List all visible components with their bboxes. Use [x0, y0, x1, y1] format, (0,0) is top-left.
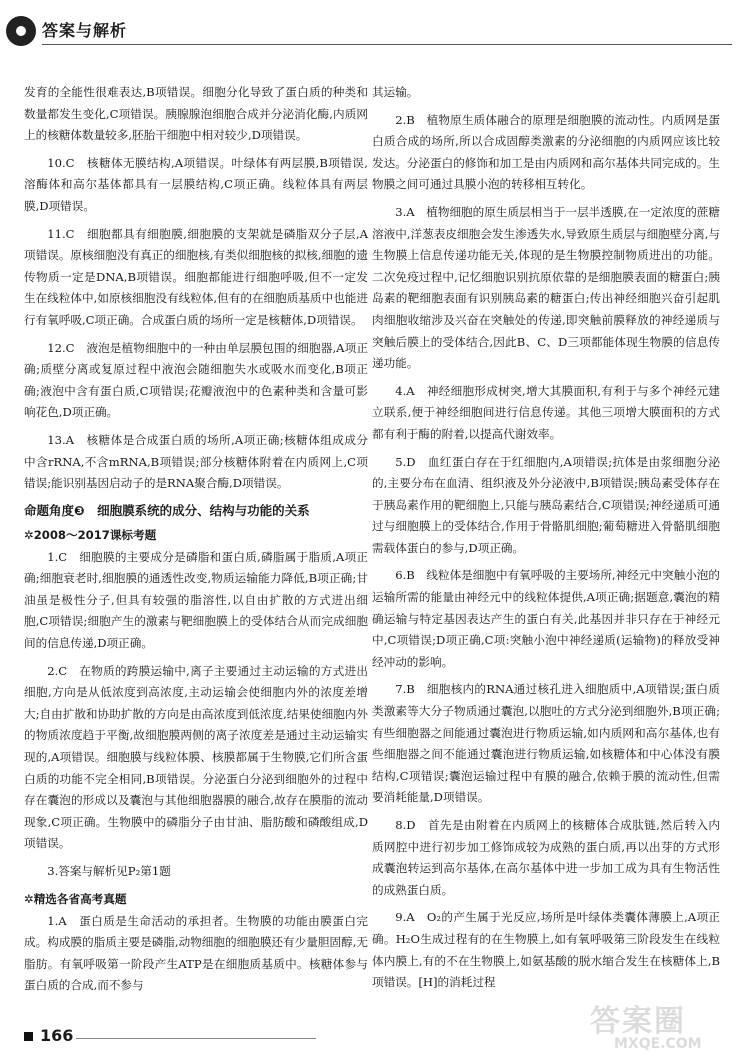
watermark-line1: 答案圈: [590, 1004, 686, 1039]
answer-paragraph: 1.A 蛋白质是生命活动的承担者。生物膜的功能由膜蛋白完成。构成膜的脂质主要是磷脂,动物细胞的细胞膜还有少量胆固醇,无脂肪。有氧呼吸第一阶段产生ATP是在细胞质基质中。核糖体参与蛋白质的合成,而不参与: [24, 913, 368, 993]
footer-square-icon: [24, 1032, 33, 1041]
page-number: 166: [40, 1026, 74, 1045]
answer-paragraph: 5.D 血红蛋白存在于红细胞内,A项错误;抗体是由浆细胞分泌的,主要分布在血清、组织液及外分泌液中,B项错误;胰岛素受体存在于胰岛素作用的靶细胞上,只能与胰岛素结合,C项错误;神经递质可通过与细胞膜上的受体结合,作用于骨骼肌细胞;葡萄糖进入骨骼肌细胞需载体蛋白的参与,D项正确。: [372, 454, 720, 555]
answer-paragraph: 12.C 液泡是植物细胞中的一种由单层膜包围的细胞器,A项正确;质壁分离或复原过程中液泡会随细胞失水或吸水而变化,B项正确;液泡中含有蛋白质,C项错误;花瓣液泡中的色素种类和含量可影响花色,D项正确。: [24, 340, 368, 420]
watermark-line2: MXQE.COM: [614, 1036, 702, 1052]
header-title: 答案与解析: [42, 21, 128, 40]
book-logo-icon: [6, 16, 36, 46]
answer-paragraph: 9.A O₂的产生属于光反应,场所是叶绿体类囊体薄膜上,A项正确。H₂O生成过程有的在生物膜上,如有氧呼吸第三阶段发生在线粒体内膜上,有的不在生物膜上,如氨基酸的脱水缩合发生在核糖体上,B项错误。[H]的消耗过程: [372, 910, 720, 990]
answer-paragraph: 11.C 细胞都具有细胞膜,细胞膜的支架就是磷脂双分子层,A项错误。原核细胞没有真正的细胞核,有类似细胞核的拟核,细胞的遗传物质一定是DNA,B项错误。细胞都能进行细胞呼吸,但不一定发生在线粒体中,如原核细胞没有线粒体,但有的在细胞质基质中也能进行有氧呼吸,C项正确。合成蛋白质的场所一定是核糖体,D项错误。: [24, 226, 368, 327]
answer-paragraph: 6.B 线粒体是细胞中有氧呼吸的主要场所,神经元中突触小泡的运输所需的能量由神经元中的线粒体提供,A项正确;据题意,囊泡的精确运输与特定基因表达产生的蛋白有关,此基因并非只存在于神经元中,C项错误;D项正确,C项:突触小泡中神经递质(运输物)的释放受神经冲动的影响。: [372, 568, 720, 669]
answer-paragraph: 其运输。: [372, 85, 419, 99]
watermark-logo: [590, 996, 740, 1056]
answer-paragraph: 13.A 核糖体是合成蛋白质的场所,A项正确;核糖体组成成分中含rRNA,不含mRNA,B项错误;部分核糖体附着在内质网上,C项错误;能识别基因启动子的是RNA聚合酶,D项错误。: [24, 432, 368, 491]
subsection-heading: ✲精选各省高考真题: [24, 891, 127, 906]
right-column: [372, 82, 720, 1000]
subsection-heading: ✲2008～2017课标考题: [24, 527, 157, 542]
answer-paragraph: 2.B 植物原生质体融合的原理是细胞膜的流动性。内质网是蛋白质合成的场所,所以合成固醇类激素的分泌细胞的内质网应该比较发达。分泌蛋白的修饰和加工是由内质网和高尔基体共同完成的。生物膜之间可通过具膜小泡的转移相互转化。: [372, 112, 720, 192]
header-divider: [42, 44, 732, 45]
page-footer: [24, 1026, 344, 1050]
left-column: [24, 82, 368, 1003]
footer-divider: [76, 1038, 316, 1039]
section-heading: 命题角度❸ 细胞膜系统的成分、结构与功能的关系: [24, 502, 310, 518]
answer-paragraph: 3.A 植物细胞的原生质层相当于一层半透膜,在一定浓度的蔗糖溶液中,洋葱表皮细胞会发生渗透失水,导致原生质层与细胞壁分离,与生物膜上信息传递功能无关,体现的是生物膜控制物质进出的功能。二次免疫过程中,记忆细胞识别抗原依靠的是细胞膜表面的糖蛋白;胰岛素的靶细胞表面有识别胰岛素的糖蛋白;传出神经细胞兴奋引起肌肉细胞收缩涉及兴奋在突触处的传递,即突触前膜释放的神经递质与突触后膜上的受体结合,因此B、C、D三项都能体现生物膜的信息传递功能。: [372, 204, 720, 371]
answer-paragraph: 3.答案与解析见P₂第1题: [47, 864, 171, 878]
answer-paragraph: 发育的全能性很难表达,B项错误。细胞分化导致了蛋白质的种类和数量都发生变化,C项错误。胰腺腺泡细胞合成并分泌消化酶,内质网上的核糖体数量较多,胚胎干细胞中相对较少,D项错误。: [24, 85, 368, 143]
answer-paragraph: 7.B 细胞核内的RNA通过核孔进入细胞质中,A项错误;蛋白质类激素等大分子物质通过囊泡,以胞吐的方式分泌到细胞外,B项正确;有些细胞器之间能通过囊泡进行物质运输,如内质网和高尔基体,也有些细胞器之间不能通过囊泡进行物质运输,如核糖体和中心体没有膜结构,C项错误;囊泡运输过程中有膜的融合,依赖于膜的流动性,但需要消耗能量,D项错误。: [372, 682, 720, 805]
answer-paragraph: 8.D 首先是由附着在内质网上的核糖体合成肽链,然后转入内质网腔中进行初步加工修饰成较为成熟的蛋白质,再以出芽的方式形成囊泡转运到高尔基体,在高尔基体中进一步加工成为具有生物活性的成熟蛋白质。: [372, 818, 720, 897]
answer-paragraph: 1.C 细胞膜的主要成分是磷脂和蛋白质,磷脂属于脂质,A项正确;细胞衰老时,细胞膜的通透性改变,物质运输能力降低,B项正确;甘油虽是极性分子,但具有较强的脂溶性,以自由扩散的方式进出细胞,C项错误;细胞产生的激素与靶细胞膜上的受体结合从而完成细胞间的信息传递,D项正确。: [24, 549, 368, 651]
answer-paragraph: 4.A 神经细胞形成树突,增大其膜面积,有利于与多个神经元建立联系,便于神经细胞间进行信息传递。其他三项增大膜面积的方式都有利于酶的附着,以提高代谢效率。: [372, 383, 720, 441]
answer-paragraph: 2.C 在物质的跨膜运输中,离子主要通过主动运输的方式进出细胞,方向是从低浓度到高浓度,主动运输会使细胞内外的浓度差增大;自由扩散和协助扩散的方向是由高浓度到低浓度,结果使细胞内外的物质浓度趋于平衡,故细胞膜两侧的离子浓度差是通过主动运输实现的,A项错误。细胞膜与线粒体膜、核膜都属于生物膜,它们所含蛋白质的功能不完全相同,B项错误。分泌蛋白分泌到细胞外的过程中存在囊泡的形成以及囊泡与其他细胞器膜的融合,故存在膜脂的流动现象,C项正确。生物膜中的磷脂分子由甘油、脂肪酸和磷酸组成,D项错误。: [24, 663, 368, 851]
page-header: [0, 0, 750, 72]
answer-paragraph: 10.C 核糖体无膜结构,A项错误。叶绿体有两层膜,B项错误,溶酶体和高尔基体都具有一层膜结构,C项正确。线粒体具有两层膜,D项错误。: [24, 155, 368, 213]
